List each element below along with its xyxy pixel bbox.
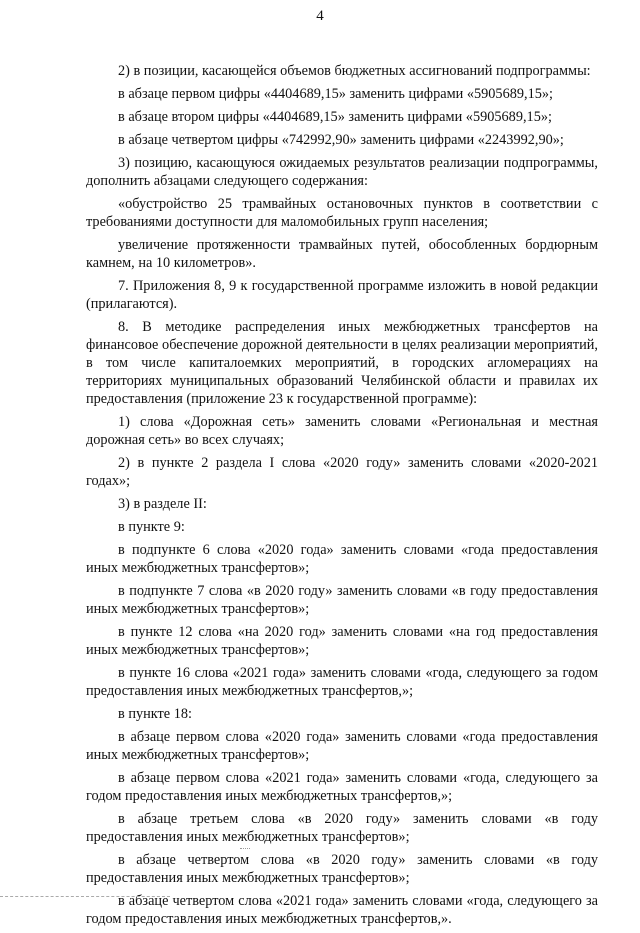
paragraph: 1) слова «Дорожная сеть» заменить словами «Региональная и местная дорожная сеть» во всех случаях; [86, 414, 598, 448]
paragraph: в абзаце четвертом слова «2021 года» заменить словами «года, следующего за годом предоставления иных межбюджетных трансфертов,». [86, 893, 598, 927]
paragraph: в пункте 16 слова «2021 года» заменить словами «года, следующего за годом предоставления иных межбюджетных трансфертов,»; [86, 665, 598, 699]
paragraph: в абзаце первом слова «2020 года» заменить словами «года предоставления иных межбюджетных трансфертов»; [86, 729, 598, 763]
paragraph: в подпункте 6 слова «2020 года» заменить словами «года предоставления иных межбюджетных трансфертов»; [86, 542, 598, 576]
paragraph: в абзаце четвертом слова «в 2020 году» заменить словами «в году предоставления иных межбюджетных трансфертов»; [86, 852, 598, 886]
paragraph: 8. В методике распределения иных межбюджетных трансфертов на финансовое обеспечение дорожной деятельности в целях реализации мероприятий, в том числе капиталоемких мероприятий, в городских агломерациях на территориях муниципальных образований Челябинской области и правилах их предоставления (приложение 23 к государственной программе): [86, 319, 598, 407]
paragraph: в абзаце третьем слова «в 2020 году» заменить словами «в году предоставления иных межбюджетных трансфертов»; [86, 811, 598, 845]
page-number: 4 [316, 8, 324, 24]
paragraph: в пункте 12 слова «на 2020 год» заменить словами «на год предоставления иных межбюджетных трансфертов»; [86, 624, 598, 658]
document-body [86, 62, 598, 933]
paragraph: «обустройство 25 трамвайных остановочных пунктов в соответствии с требованиями доступности для маломобильных групп населения; [86, 196, 598, 230]
paragraph: в абзаце первом слова «2021 года» заменить словами «года, следующего за годом предоставления иных межбюджетных трансфертов,»; [86, 770, 598, 804]
paragraph: в абзаце четвертом цифры «742992,90» заменить цифрами «2243992,90»; [118, 132, 564, 148]
paragraph: 2) в позиции, касающейся объемов бюджетных ассигнований подпрограммы: [118, 63, 591, 79]
paragraph: увеличение протяженности трамвайных путей, обособленных бордюрным камнем, на 10 километров». [86, 237, 598, 271]
paragraph: в подпункте 7 слова «в 2020 году» заменить словами «в году предоставления иных межбюджетных трансфертов»; [86, 583, 598, 617]
paragraph: 3) позицию, касающуюся ожидаемых результатов реализации подпрограммы, дополнить абзацами следующего содержания: [86, 155, 598, 189]
paragraph: в абзаце первом цифры «4404689,15» заменить цифрами «5905689,15»; [118, 86, 554, 102]
paragraph: в пункте 18: [118, 706, 192, 722]
paragraph: в пункте 9: [118, 519, 185, 535]
paragraph: 2) в пункте 2 раздела I слова «2020 году» заменить словами «2020-2021 годах»; [86, 455, 598, 489]
paragraph: в абзаце втором цифры «4404689,15» заменить цифрами «5905689,15»; [118, 109, 552, 125]
paragraph: 7. Приложения 8, 9 к государственной программе изложить в новой редакции (прилагаются). [86, 278, 598, 312]
scan-mark [240, 848, 250, 850]
paragraph: 3) в разделе II: [118, 496, 207, 512]
scan-edge-line [0, 896, 170, 898]
